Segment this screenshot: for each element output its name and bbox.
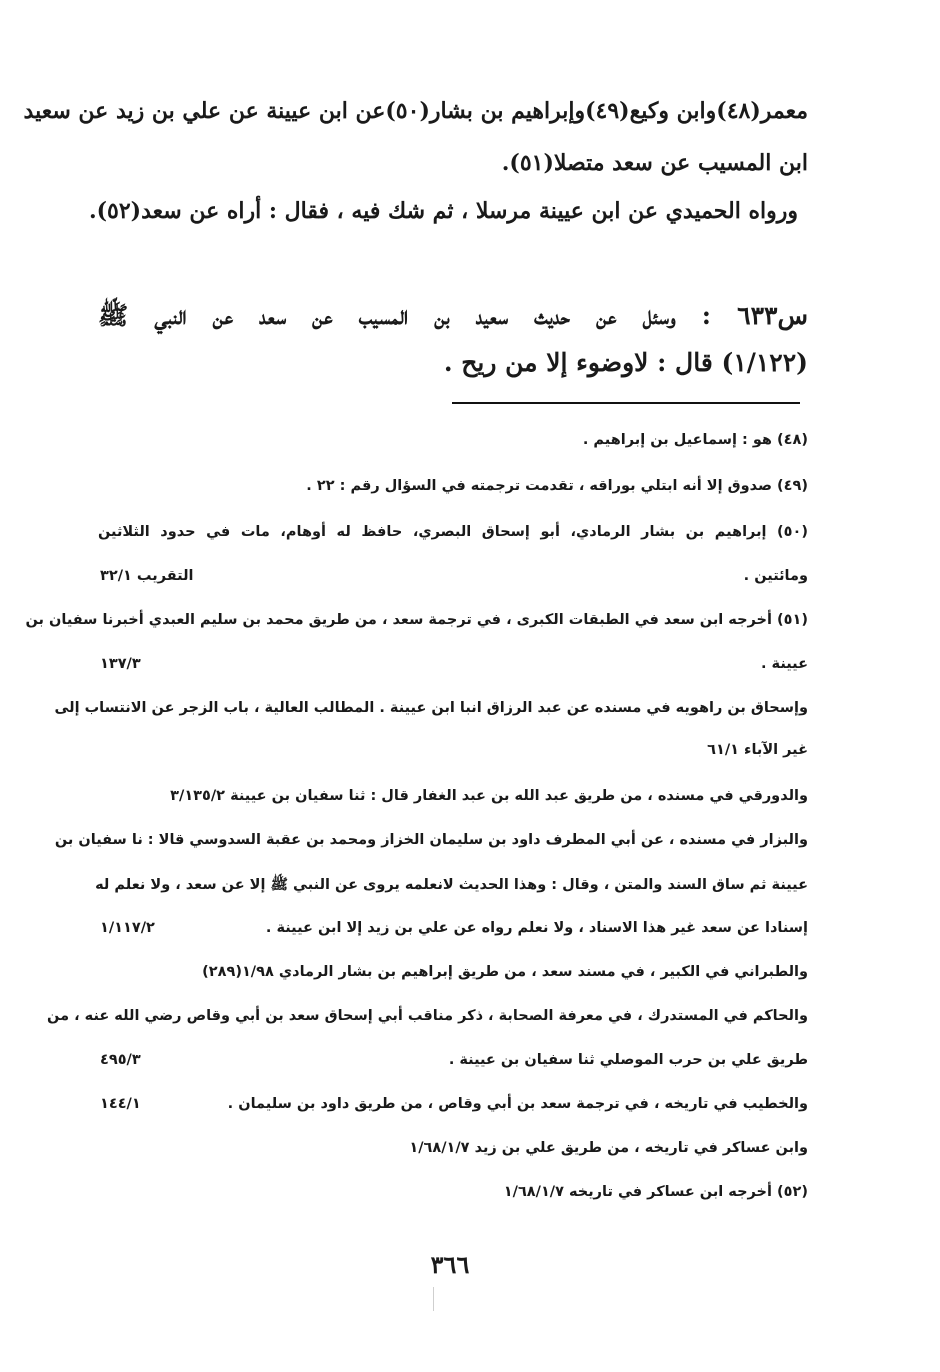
footnote-51-line-13: وابن عساكر في تاريخه ، من طريق علي بن زيد ١/٦٨/١/٧ [409,1140,808,1156]
footnote-51-line-5: والدورقي في مسنده ، من طريق عبد الله بن عبد الغفار قال : ثنا سفيان بن عيينة ٣/١٣٥/٢ [170,788,808,804]
footnote-50-reference: التقريب ٣٢/١ [100,568,194,584]
footnote-51-line-2: عيينة . [760,656,808,672]
footnote-50-line-2: ومائتين . [743,568,808,584]
footnote-51-line-7: عيينة ثم ساق السند والمتن ، وقال : وهذا الحديث لانعلمه يروى عن النبي ﷺ إلا عن سعد ، ولا نعلم له [95,877,808,893]
footnote-51-line-3: وإسحاق بن راهويه في مسنده عن عبد الرزاق انبا ابن عيينة . المطالب العالية ، باب الزجر عن الانتساب إلى [54,700,808,716]
footnote-51-line-10: والحاكم في المستدرك ، في معرفة الصحابة ، ذكر مناقب أبي إسحاق سعد بن أبي وقاص رضي الله عنه ، من [47,1008,808,1024]
question-heading-line-2: (١/١٢٢) قال : لاوضوء إلا من ريح . [443,348,808,377]
footnote-51-reference-12: ١٤٤/١ [100,1096,141,1112]
main-text-line-2: ابن المسيب عن سعد متصلا(٥١). [501,150,808,176]
footnote-51-reference: ١٣٧/٣ [100,656,141,672]
main-text-line-1: معمر(٤٨)وابن وكيع(٤٩)وإبراهيم بن بشار(٥٠)عن ابن عيينة عن علي بن زيد عن سعيد [23,98,808,124]
footnote-52: (٥٢) أخرجه ابن عساكر في تاريخه ١/٦٨/١/٧ [503,1184,808,1200]
footnote-50-line-1: (٥٠) إبراهيم بن بشار الرمادي، أبو إسحاق البصري، حافظ له أوهام، مات في حدود الثلاثين [98,524,808,540]
footnote-51-line-4: غير الآباء ٦١/١ [707,742,808,758]
footnote-51-line-8: إسنادا عن سعد غير هذا الاسناد ، ولا نعلم رواه عن علي بن زيد إلا ابن عيينة . [265,920,808,936]
footnote-51-reference-11: ٤٩٥/٣ [100,1052,141,1068]
footnote-51-line-1: (٥١) أخرجه ابن سعد في الطبقات الكبرى ، في ترجمة سعد ، من طريق محمد بن سليم العبدي أخبرنا سفيان بن [25,612,808,628]
main-text-line-3: ورواه الحميدي عن ابن عيينة مرسلا ، ثم شك فيه ، فقال : أراه عن سعد(٥٢). [88,198,798,224]
question-heading-line-1: س٦٣٣ : وسئل عن حديث سعيد بن المسيب عن سعد عن النبي ﷺ [98,301,808,330]
footnote-48: (٤٨) هو : إسماعيل بن إبراهيم . [582,432,808,448]
footnote-51-line-6: والبزار في مسنده ، عن أبي المطرف داود بن سليمان الخزاز ومحمد بن عقبة السدوسي قالا : نا سفيان بن [54,832,808,848]
footnote-51-line-11: طريق علي بن حرب الموصلي ثنا سفيان بن عيينة . [448,1052,808,1068]
footnote-separator [452,402,800,404]
footnote-51-line-9: والطبراني في الكبير ، في مسند سعد ، من طريق إبراهيم بن بشار الرمادي ١/٩٨(٢٨٩) [202,964,808,980]
footnote-51-line-12: والخطيب في تاريخه ، في ترجمة سعد بن أبي وقاص ، من طريق داود بن سليمان . [227,1096,808,1112]
page-ornament [433,1287,434,1311]
footnote-49: (٤٩) صدوق إلا أنه ابتلي بوراقه ، تقدمت ترجمته في السؤال رقم : ٢٢ . [306,478,808,494]
footnote-51-reference-8: ١/١١٧/٢ [100,920,155,936]
page-number: ٣٦٦ [430,1250,470,1279]
